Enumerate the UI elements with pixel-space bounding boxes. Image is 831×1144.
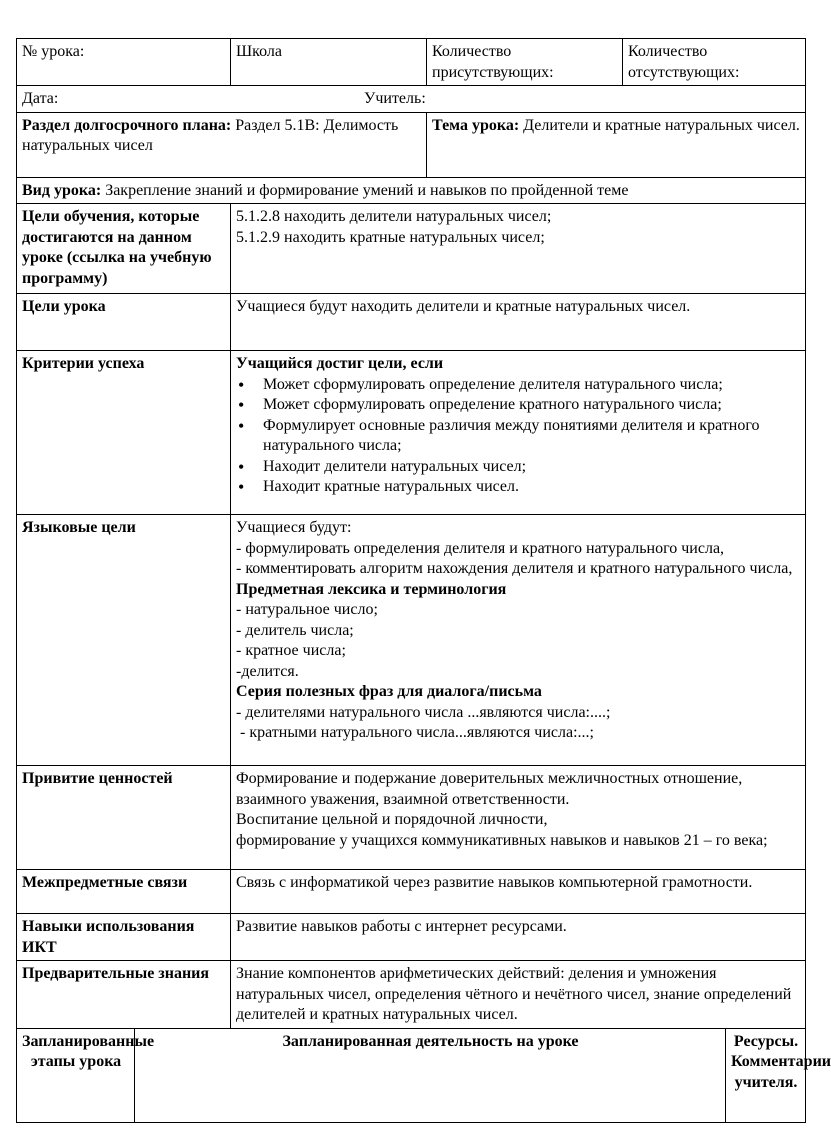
long-term-plan-section-value: Раздел 5.1В: Делимость натуральных чисел xyxy=(22,116,399,154)
resources-header: Ресурсы. Комментарии учителя. xyxy=(726,1028,806,1122)
teacher-label: Учитель: xyxy=(364,90,426,107)
cross-curricular-value: Связь с информатикой через развитие навыков компьютерной грамотности. xyxy=(231,870,806,914)
lesson-goals-label: Цели урока xyxy=(17,294,231,351)
planned-stages-header: Запланированные этапы урока xyxy=(17,1028,135,1122)
absent-cell xyxy=(623,39,806,86)
planned-activity-header: Запланированная деятельность на уроке xyxy=(135,1028,726,1122)
success-criteria-item: • Находит делители натуральных чисел; xyxy=(236,457,801,478)
date-label: Дата: xyxy=(22,90,59,107)
lesson-topic-cell xyxy=(427,112,806,177)
lesson-topic-value: Делители и кратные натуральных чисел. xyxy=(519,116,800,134)
values-line: Формирование и подержание доверительных межличностных отношение, взаимного уважения, взаимной ответственности. xyxy=(236,770,743,808)
language-goals-label: Языковые цели xyxy=(17,515,231,766)
learning-objective-line: 5.1.2.8 находить делители натуральных чисел; xyxy=(236,208,552,225)
lesson-goals-value: Учащиеся будут находить делители и кратные натуральных чисел. xyxy=(231,294,806,351)
vocabulary-item: -делится. xyxy=(236,662,299,680)
useful-phrase: - кратными натурального числа...являются числа:...; xyxy=(236,724,594,741)
lesson-type-value: Закрепление знаний и формирование умений и навыков по пройденной теме xyxy=(101,181,629,199)
absent-count-label: Количество отсутствующих: xyxy=(628,43,740,81)
success-criteria-label: Критерии успеха xyxy=(17,351,231,515)
present-count-label: Количество присутствующих: xyxy=(432,43,554,81)
lesson-type-cell xyxy=(17,177,806,204)
cross-curricular-label: Межпредметные связи xyxy=(17,870,231,914)
learning-objective-line: 5.1.2.9 находить кратные натуральных чисел; xyxy=(236,228,545,246)
long-term-plan-section-cell xyxy=(17,112,427,177)
date-teacher-cell xyxy=(17,86,806,113)
values-cell xyxy=(231,766,806,870)
long-term-plan-section-label: Раздел долгосрочного плана: xyxy=(22,116,232,134)
values-line: Воспитание цельной и порядочной личности, xyxy=(236,811,548,828)
ict-skills-value: Развитие навыков работы с интернет ресурсами. xyxy=(231,914,806,961)
prior-knowledge-value: Знание компонентов арифметических действий: деления и умножения натуральных чисел, определения чётного и нечётного чисел, знание определений делителей и кратных натуральных чисел. xyxy=(231,961,806,1029)
lesson-number-cell xyxy=(17,39,231,86)
prior-knowledge-label: Предварительные знания xyxy=(17,961,231,1029)
success-criteria-item: • Находит кратные натуральных чисел. xyxy=(236,477,801,498)
useful-phrase: - делителями натурального числа ...являются числа:....; xyxy=(236,703,611,721)
school-label: Школа xyxy=(236,43,282,60)
success-criteria-item: • Может сформулировать определение кратного натурального числа; xyxy=(236,395,801,416)
lesson-plan-table xyxy=(16,38,831,1123)
language-goals-intro: Учащиеся будут: xyxy=(236,519,352,536)
success-criteria-item: • Формулирует основные различия между понятиями делителя и кратного натурального числа; xyxy=(236,416,801,457)
ict-skills-label: Навыки использования ИКТ xyxy=(17,914,231,961)
success-criteria-item: • Может сформулировать определение делителя натурального числа; xyxy=(236,375,801,396)
lesson-type-label: Вид урока: xyxy=(22,181,102,199)
school-cell xyxy=(231,39,427,86)
present-cell xyxy=(427,39,623,86)
vocabulary-item: - натуральное число; xyxy=(236,601,378,618)
learning-objectives-label: Цели обучения, которые достигаются на данном уроке (ссылка на учебную программу) xyxy=(17,204,231,294)
lesson-number-label: № урока: xyxy=(22,43,85,60)
language-goal-line: - комментировать алгоритм нахождения делителя и кратного натурального числа, xyxy=(236,560,793,577)
lesson-topic-label: Тема урока: xyxy=(432,116,520,134)
learning-objectives-cell xyxy=(231,204,806,294)
success-criteria-heading: Учащийся достиг цели, если xyxy=(236,355,444,372)
language-goals-cell xyxy=(231,515,806,766)
vocabulary-item: - кратное числа; xyxy=(236,642,346,659)
success-criteria-cell xyxy=(231,351,806,515)
vocabulary-item: - делитель числа; xyxy=(236,621,354,639)
values-line: формирование у учащихся коммуникативных навыков и навыков 21 – го века; xyxy=(236,831,768,849)
values-label: Привитие ценностей xyxy=(17,766,231,870)
success-criteria-list xyxy=(236,375,801,498)
vocabulary-heading: Предметная лексика и терминология xyxy=(236,580,507,598)
useful-phrases-heading: Серия полезных фраз для диалога/письма xyxy=(236,683,542,700)
language-goal-line: - формулировать определения делителя и кратного натурального числа, xyxy=(236,539,725,557)
